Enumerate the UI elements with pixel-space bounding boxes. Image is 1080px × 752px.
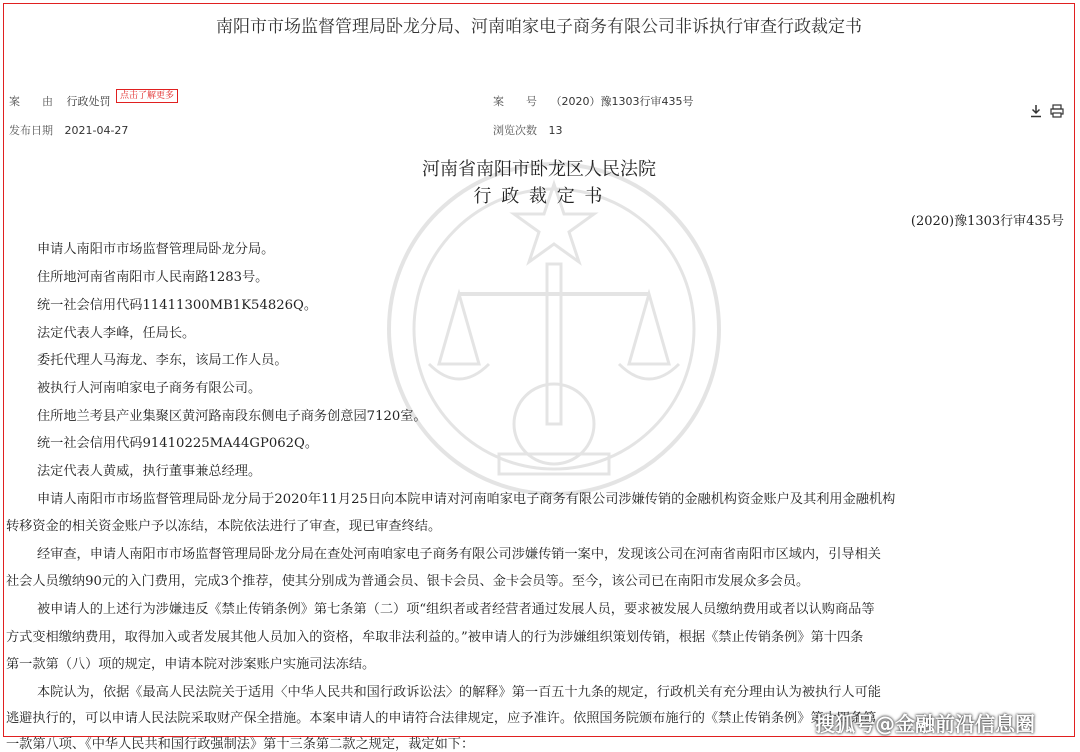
document-frame bbox=[3, 3, 1075, 752]
body-line: 法定代表人黄威，执行董事兼总经理。 bbox=[37, 464, 262, 479]
body-line: 被执行人河南咱家电子商务有限公司。 bbox=[37, 381, 262, 396]
body-line: 统一社会信用代码91410225MA44GP062Q。 bbox=[37, 436, 319, 451]
document-body bbox=[4, 4, 1074, 752]
cause-value: 行政处罚 bbox=[66, 95, 111, 108]
body-line: 一款第八项、《中华人民共和国行政强制法》第十三条第二款之规定，裁定如下： bbox=[6, 737, 475, 752]
learn-more-badge[interactable]: 点击了解更多 bbox=[116, 89, 178, 103]
court-name: 河南省南阳市卧龙区人民法院 bbox=[422, 159, 656, 180]
body-line: 住所地兰考县产业集聚区黄河路南段东侧电子商务创意园7120室。 bbox=[37, 409, 427, 424]
body-line: 方式变相缴纳费用，取得加入或者发展其他人员加入的资格，牟取非法利益的。”被申请人的行为涉嫌组织策划传销，根据《禁止传销条例》第十四条 bbox=[6, 630, 864, 645]
body-line: 经审查，申请人南阳市市场监督管理局卧龙分局在查处河南咱家电子商务有限公司涉嫌传销一案中，发现该公司在河南省南阳市区域内，引导相关 bbox=[37, 547, 881, 562]
body-line: 被申请人的上述行为涉嫌违反《禁止传销条例》第七条第（二）项“组织者或者经营者通过发展人员，要求被发展人员缴纳费用或者以认购商品等 bbox=[37, 602, 875, 617]
body-line: 本院认为，依据《最高人民法院关于适用〈中华人民共和国行政诉讼法〉的解释》第一百五十九条的规定，行政机关有充分理由认为被执行人可能 bbox=[37, 685, 881, 700]
case-number: (2020)豫1303行审435号 bbox=[910, 214, 1064, 229]
body-line: 转移资金的相关资金账户予以冻结，本院依法进行了审查，现已审查终结。 bbox=[6, 519, 442, 534]
body-line: 第一款第（八）项的规定，申请本院对涉案账户实施司法冻结。 bbox=[6, 657, 376, 672]
date-value: 2021-04-27 bbox=[64, 124, 129, 137]
caseno-label: 案 号 bbox=[493, 95, 537, 108]
views-value: 13 bbox=[548, 124, 563, 137]
caseno-value: （2020）豫1303行审435号 bbox=[550, 95, 694, 108]
body-line: 法定代表人李峰，任局长。 bbox=[37, 326, 196, 341]
body-line: 申请人南阳市市场监督管理局卧龙分局。 bbox=[37, 242, 275, 257]
body-line: 统一社会信用代码11411300MB1K54826Q。 bbox=[37, 298, 318, 313]
body-line: 委托代理人马海龙、李东，该局工作人员。 bbox=[37, 353, 288, 368]
page-title: 南阳市市场监督管理局卧龙分局、河南咱家电子商务有限公司非诉执行审查行政裁定书 bbox=[216, 17, 862, 37]
body-line: 逃避执行的，可以申请人民法院采取财产保全措施。本案申请人的申请符合法律规定，应予准许。依照国务院颁布施行的《禁止传销条例》第十四条第 bbox=[6, 711, 877, 726]
watermark-text: 搜狐号@金融前沿信息圈 bbox=[815, 712, 1035, 736]
cause-label: 案 由 bbox=[9, 95, 53, 108]
body-line: 申请人南阳市市场监督管理局卧龙分局于2020年11月25日向本院申请对河南咱家电子商务有限公司涉嫌传销的金融机构资金账户及其利用金融机构 bbox=[37, 492, 896, 507]
body-line: 住所地河南省南阳市人民南路1283号。 bbox=[37, 270, 269, 285]
date-label: 发布日期 bbox=[9, 124, 53, 137]
body-line: 社会人员缴纳90元的入门费用，完成3个推荐，使其分别成为普通会员、银卡会员、金卡会员等。至今，该公司已在南阳市发展众多会员。 bbox=[6, 574, 810, 589]
views-label: 浏览次数 bbox=[493, 124, 537, 137]
document-type: 行 政 裁 定 书 bbox=[473, 186, 605, 207]
